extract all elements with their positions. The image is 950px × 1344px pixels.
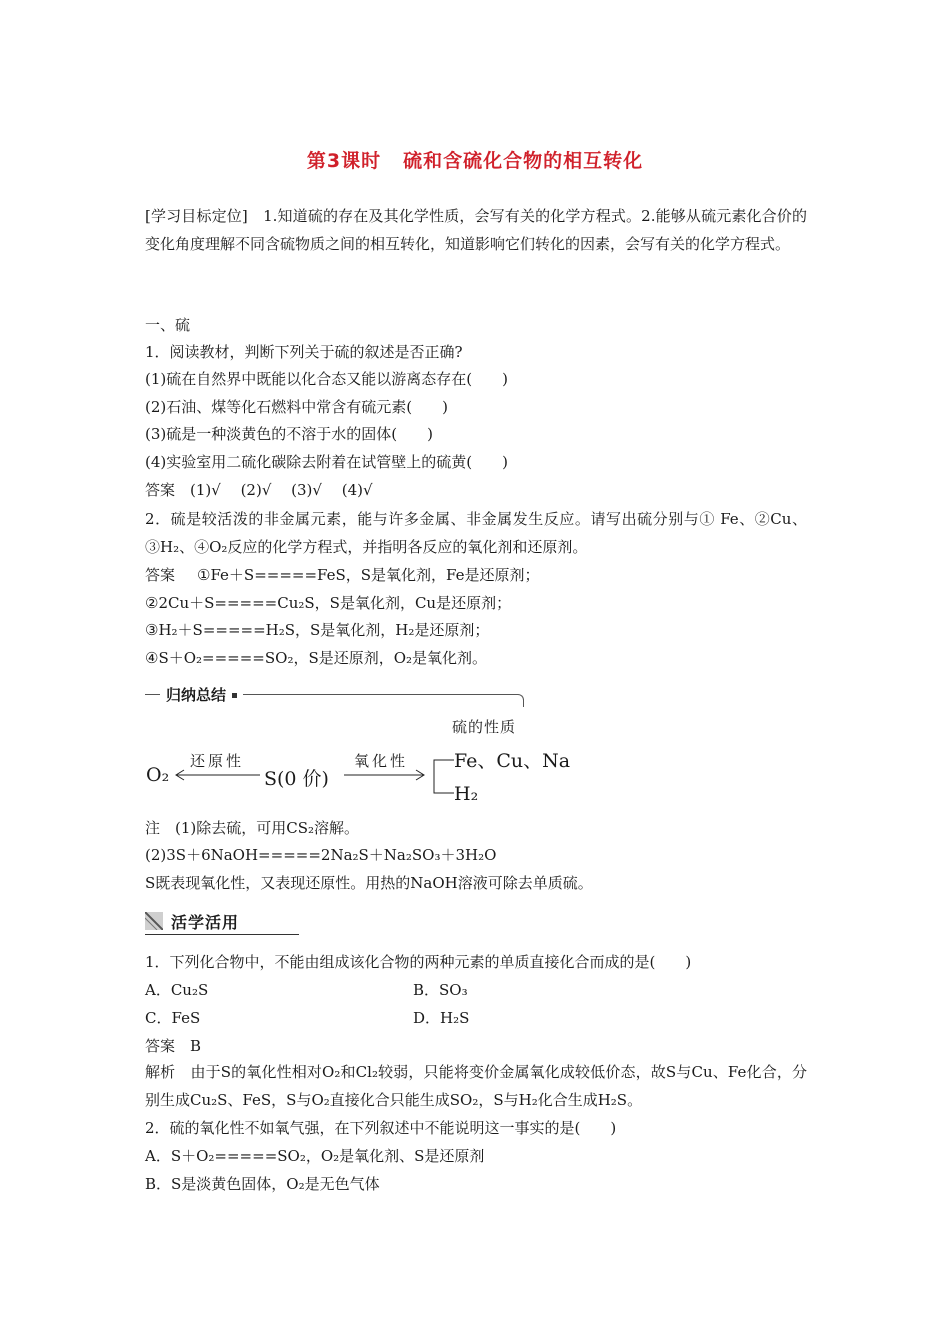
question-1-answer: 答案 (1)√ (2)√ (3)√ (4)√	[145, 481, 373, 499]
question-1-item: (4)实验室用二硫化碳除去附着在试管壁上的硫黄( )	[145, 453, 508, 471]
question-2-answer-2: ②2Cu＋S=====Cu₂S，S是氧化剂，Cu是还原剂；	[145, 594, 512, 612]
diagram-oxidizing-label: 氧化性	[354, 752, 409, 770]
diagonal-stripe-icon	[145, 912, 163, 930]
practice-label: 活学活用	[171, 913, 240, 932]
question-2-answer-4: ④S＋O₂=====SO₂，S是还原剂，O₂是氧化剂。	[145, 649, 488, 667]
lesson-number: 第3课时	[306, 150, 382, 172]
summary-note-1: 注 (1)除去硫，可用CS₂溶解。	[145, 819, 360, 837]
question-2-answer-3: ③H₂＋S=====H₂S，S是氧化剂，H₂是还原剂；	[145, 621, 490, 639]
answer-label: 答案	[145, 566, 176, 584]
question-1-item: (3)硫是一种淡黄色的不溶于水的固体( )	[145, 425, 433, 443]
practice-q1-answer: 答案 B	[145, 1037, 202, 1055]
practice-q2-option-b: B．S是淡黄色固体，O₂是无色气体	[145, 1175, 380, 1193]
diagram-oxygen: O₂	[146, 764, 170, 786]
practice-q1-analysis: 解析 由于S的氧化性相对O₂和Cl₂较弱，只能将变价金属氧化成较低价态，故S与Cu、Fe化合，分别生成Cu₂S、FeS，S与O₂直接化合只能生成SO₂，S与H₂化合生成H₂S。	[145, 1063, 807, 1109]
branch-bracket	[434, 760, 448, 793]
diagram-branch-hydrogen: H₂	[454, 783, 479, 805]
practice-rule	[145, 934, 299, 935]
diagram-branch-metals: Fe、Cu、Na	[454, 750, 571, 772]
section-heading-sulfur: 一、硫	[145, 316, 191, 334]
practice-q1-option-c: C．FeS	[145, 1009, 201, 1027]
question-1-item: (1)硫在自然界中既能以化合态又能以游离态存在( )	[145, 370, 508, 388]
diagram-reducing-label: 还原性	[190, 752, 245, 770]
answer-line: ①Fe＋S=====FeS，S是氧化剂，Fe是还原剂；	[197, 566, 540, 584]
lesson-title: 硫和含硫化合物的相互转化	[403, 150, 644, 172]
summary-label-text: 归纳总结	[166, 686, 227, 704]
practice-q1-option-a: A．Cu₂S	[145, 981, 209, 999]
summary-note-2: (2)3S＋6NaOH=====2Na₂S＋Na₂SO₃＋3H₂O	[145, 846, 497, 864]
diagram-caption: 硫的性质	[452, 718, 517, 736]
question-2-stem: 2．硫是较活泼的非金属元素，能与许多金属、非金属发生反应。请写出硫分别与① Fe、②Cu、③H₂、④O₂反应的化学方程式，并指明各反应的氧化剂和还原剂。	[145, 510, 807, 556]
diagram-sulfur: S(0 价)	[264, 768, 329, 790]
practice-q1-option-b: B．SO₃	[413, 981, 468, 999]
learning-objectives: [学习目标定位] 1.知道硫的存在及其化学性质，会写有关的化学方程式。2.能够从硫元素化合价的变化角度理解不同含硫物质之间的相互转化，知道影响它们转化的因素，会写有关的化学方程式。	[145, 207, 807, 253]
practice-q1-option-d: D．H₂S	[413, 1009, 470, 1027]
summary-note-3: S既表现氧化性，又表现还原性。用热的NaOH溶液可除去单质硫。	[145, 874, 593, 892]
practice-q2-stem: 2．硫的氧化性不如氧气强，在下列叙述中不能说明这一事实的是( )	[145, 1119, 617, 1137]
practice-q2-option-a: A．S＋O₂=====SO₂，O₂是氧化剂、S是还原剂	[145, 1147, 485, 1165]
question-1-item: (2)石油、煤等化石燃料中常含有硫元素( )	[145, 398, 448, 416]
question-1-stem: 1．阅读教材，判断下列关于硫的叙述是否正确?	[145, 343, 463, 361]
practice-q1-stem: 1．下列化合物中，不能由组成该化合物的两种元素的单质直接化合而成的是( )	[145, 953, 692, 971]
